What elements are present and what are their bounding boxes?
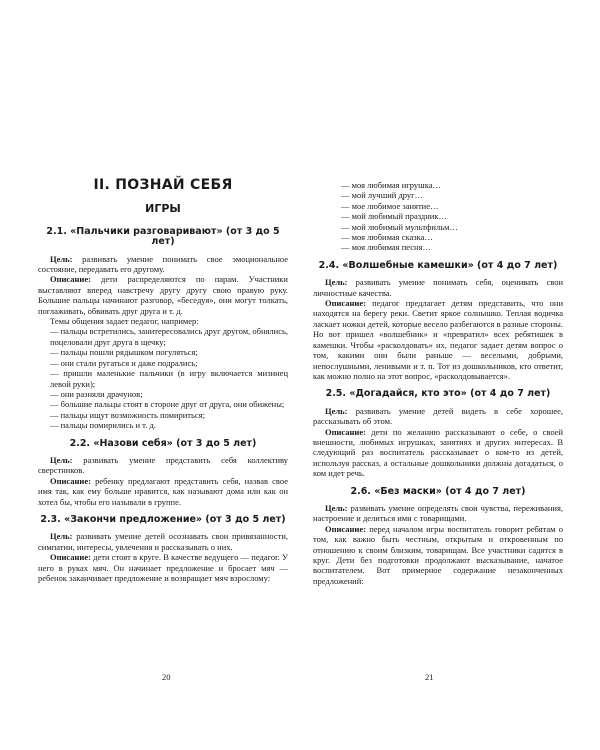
game-title-text: 2.3. «Закончи предложение»: [40, 513, 203, 525]
page-number: 20: [162, 672, 171, 682]
goal-text: развивать умение определять свои чувства, переживания, настроение и делиться ими с товарищами.: [313, 502, 563, 524]
goal-text: развивать умение понимать себя, оценивать свои личностные качества.: [313, 277, 563, 298]
right-column: [313, 180, 563, 586]
game-title-text: 2.2. «Назови себя»: [69, 437, 173, 449]
game-goal: [313, 503, 563, 524]
list-item: — моя любимая песня…: [341, 242, 431, 253]
chapter-title: II. ПОЗНАЙ СЕБЯ: [93, 177, 233, 193]
desc-text: дети по желанию рассказывают о себе, о своей внешности, любимых игрушках, занятиях и других интересах. В следующий раз воспитатель рассказывает о ком-то из детей, используя рассказ, а остальные дошкольники должны догадаться, о ком идет речь.: [313, 426, 563, 479]
goal-text: развивать умение понимать свое эмоциональное состояние, передавать его другому.: [38, 253, 288, 275]
game-title-text: 2.1. «Пальчики разговаривают»: [46, 225, 223, 237]
game-description: [313, 298, 563, 381]
desc-text: ребенку предлагают представить себя, назвав свое имя так, как ему больше нравится, как называют дома или как он хотел бы, чтобы его называли в группе.: [38, 475, 288, 507]
goal-text: развивать умение представить себя коллективу сверстников.: [38, 454, 288, 476]
game-age: (от 4 до 7 лет): [477, 259, 558, 271]
list-item: — мой любимый праздник…: [341, 211, 447, 222]
game-age: (от 3 до 5 лет): [151, 225, 280, 248]
goal-label: Цель:: [325, 405, 348, 416]
desc-label: Описание:: [325, 426, 366, 437]
topic-item: — пришли маленькие пальчики (в игру включается мизинец левой руки);: [50, 368, 288, 389]
topic-item: — большие пальцы стоят в стороне друг от друга, они обижены;: [50, 399, 285, 410]
list-item: — мой любимый мультфильм…: [341, 221, 458, 232]
section-title: ИГРЫ: [145, 202, 181, 216]
game-age: (от 4 до 7 лет): [445, 485, 526, 497]
list-item: — моя любимая сказка…: [341, 232, 433, 243]
goal-label: Цель:: [50, 531, 73, 542]
game-age: (от 3 до 5 лет): [176, 437, 257, 449]
game-description: [313, 524, 563, 586]
topic-item: — пальцы встретились, занитересовались друг другом, обнялись, поцеловали друг друга в щечку;: [50, 326, 288, 347]
sentence-starters-list: [313, 180, 563, 253]
desc-text: дети распределяются по парам. Участники выставляют вперед навстречу другу другу свою правую руку. Большие пальцы начинают разговор, «беседуя», они могут толкать, поглаживать, обвивать друг друга и т. д.: [38, 274, 288, 316]
list-item: — мой лучший друг…: [341, 190, 424, 201]
desc-text: дети стоят в круге. В качестве ведущего — педагог. У него в руках мяч. Он начинает предложение и бросает мяч — ребенок заканчивает предложение и возвращает мяч взрослому:: [38, 552, 288, 583]
game-age: (от 3 до 5 лет): [205, 513, 286, 525]
topic-item: — пальцы пошли рядышком погуляться;: [50, 347, 198, 358]
desc-label: Описание:: [50, 552, 91, 563]
goal-text: развивать умение детей видеть в себе хорошее, рассказывать об этом.: [313, 405, 563, 427]
desc-label: Описание:: [50, 274, 91, 285]
page-number: 21: [425, 672, 434, 682]
game-title-2-4: [313, 261, 563, 271]
topic-item: — пальцы ищут возможность помириться;: [50, 409, 205, 420]
goal-text: развивать умение детей осознавать свои привязанности, симпатии, интересы, увлечения и рассказывать о них.: [38, 531, 288, 552]
topic-item: — пальцы помирились и т. д.: [50, 420, 156, 431]
desc-label: Описание:: [325, 298, 366, 309]
desc-text: перед началом игры воспитатель говорит ребятам о том, как важно быть честным, открытым и откровенным по отношению к своим близким, товарищам. Все участники садятся в круг. Дети без подготовки продолжают высказывание, начатое воспитателем. Вот примерное содержание незаконченных предложений:: [313, 523, 563, 586]
goal-label: Цель:: [50, 454, 73, 465]
game-title-2-5: [313, 389, 563, 399]
goal-label: Цель:: [325, 277, 348, 288]
game-title-text: 2.4. «Волшебные камешки»: [318, 259, 474, 271]
game-title-2-6: [313, 487, 563, 497]
game-goal: [313, 406, 563, 427]
game-description: [313, 427, 563, 479]
topic-item: — они разняли драчунов;: [50, 388, 143, 399]
topics-intro: Темы общения задает педагог, например:: [50, 316, 199, 327]
list-item: — мое любимое занятие…: [341, 200, 439, 211]
desc-label: Описание:: [325, 523, 366, 534]
game-goal: [313, 277, 563, 298]
goal-label: Цель:: [50, 253, 73, 264]
game-title-text: 2.6. «Без маски»: [350, 485, 442, 497]
list-item: — моя любимая игрушка…: [341, 180, 441, 190]
game-title-text: 2.5. «Догадайся, кто это»: [325, 388, 467, 400]
goal-label: Цель:: [325, 502, 348, 513]
desc-text: педагог предлагает детям представить, что они находятся на берегу реки. Светит яркое солнышко. Теплая водичка ласкает ножки детей, которые весело разбегаются в разные стороны. Но вот пришел «волшебник» и «превратил» всех ребятишек в камешки. Чтобы «расколдовать» их, педагог задает детям вопрос о том, какими они были раньше — веселыми, добрыми, непослушными, ленивыми и т. п. Тот из дошкольников, кто ответит, как можно полно на этот вопрос, «расколдовывается».: [313, 298, 563, 381]
topic-item: — они стали ругаться и даже подрались;: [50, 357, 198, 368]
desc-label: Описание:: [50, 475, 91, 486]
game-age: (от 4 до 7 лет): [470, 388, 551, 400]
